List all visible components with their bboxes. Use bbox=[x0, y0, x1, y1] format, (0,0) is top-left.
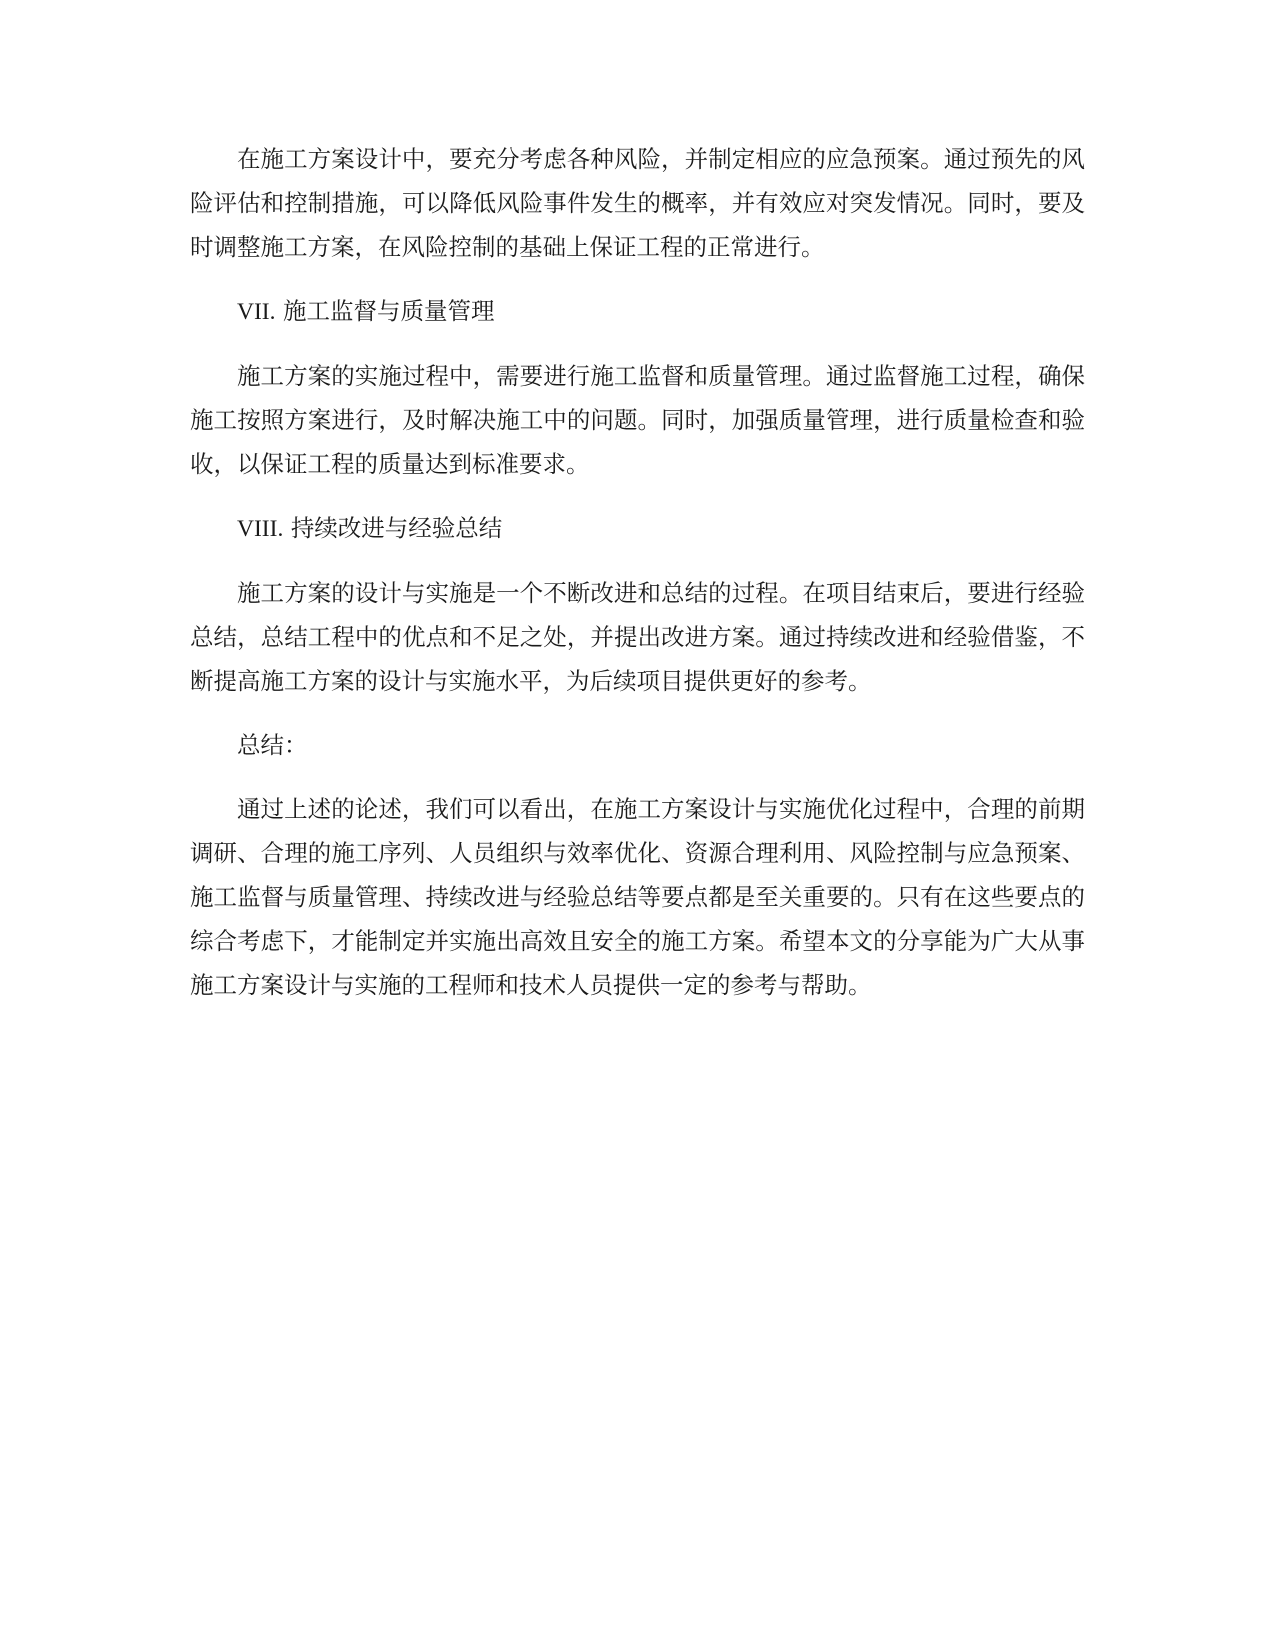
section-title-vii: 施工监督与质量管理 bbox=[282, 297, 495, 325]
summary-heading: 总结： bbox=[237, 731, 308, 759]
paragraph-continuous-improvement: 施工方案的设计与实施是一个不断改进和总结的过程。在项目结束后，要进行经验总结，总结工程中的优点和不足之处，并提出改进方案。通过持续改进和经验借鉴，不断提高施工方案的设计与实施水平，为后续项目提供更好的参考。 bbox=[190, 579, 1085, 695]
paragraph-supervision-quality: 施工方案的实施过程中，需要进行施工监督和质量管理。通过监督施工过程，确保施工按照方案进行，及时解决施工中的问题。同时，加强质量管理，进行质量检查和验收，以保证工程的质量达到标准要求。 bbox=[190, 362, 1085, 478]
section-number-vii: VII. bbox=[237, 299, 276, 325]
document-body bbox=[190, 137, 1085, 1027]
paragraph-risk-control: 在施工方案设计中，要充分考虑各种风险，并制定相应的应急预案。通过预先的风险评估和控制措施，可以降低风险事件发生的概率，并有效应对突发情况。同时，要及时调整施工方案，在风险控制的基础上保证工程的正常进行。 bbox=[190, 145, 1085, 261]
paragraph-summary: 通过上述的论述，我们可以看出，在施工方案设计与实施优化过程中，合理的前期调研、合理的施工序列、人员组织与效率优化、资源合理利用、风险控制与应急预案、施工监督与质量管理、持续改进与经验总结等要点都是至关重要的。只有在这些要点的综合考虑下，才能制定并实施出高效且安全的施工方案。希望本文的分享能为广大从事施工方案设计与实施的工程师和技术人员提供一定的参考与帮助。 bbox=[190, 795, 1085, 999]
section-heading-vii bbox=[190, 289, 1085, 334]
section-number-viii: VIII. bbox=[237, 516, 284, 542]
section-heading-viii bbox=[190, 506, 1085, 551]
section-title-viii: 持续改进与经验总结 bbox=[290, 514, 503, 542]
